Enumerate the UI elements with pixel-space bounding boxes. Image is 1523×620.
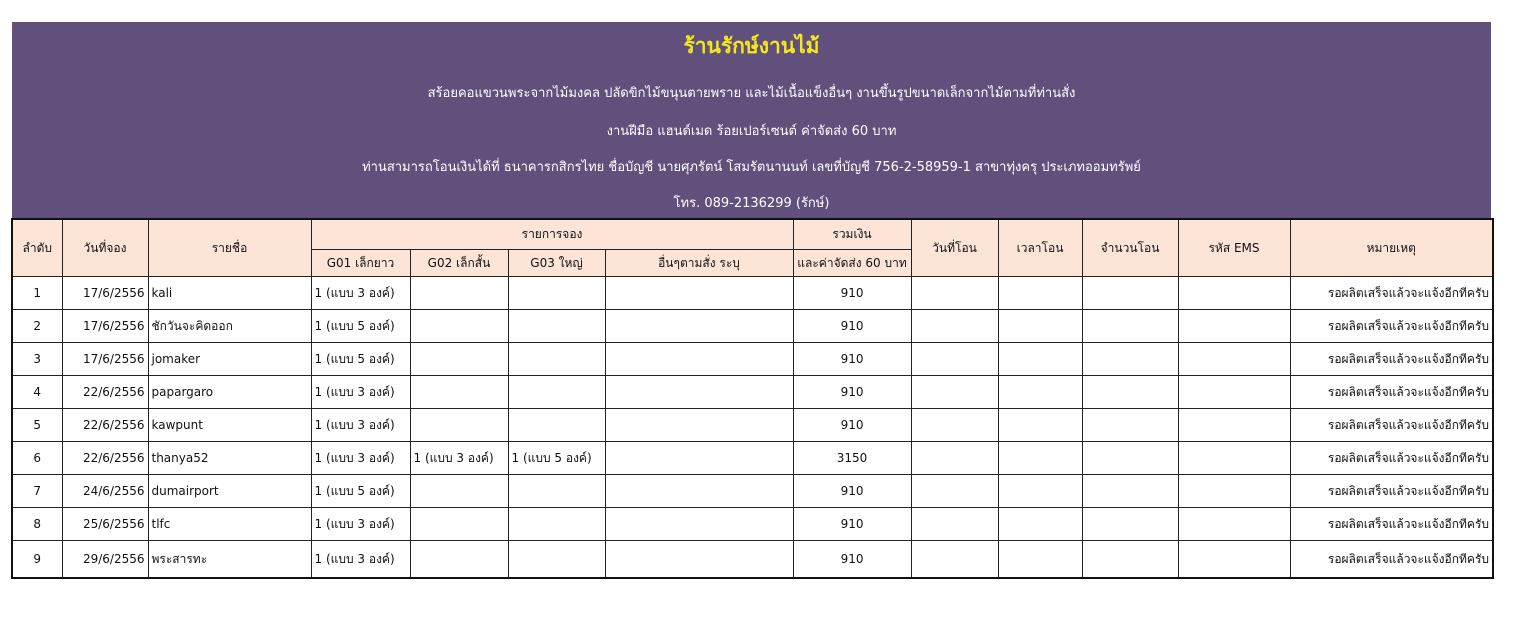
shop-banner bbox=[12, 22, 1491, 218]
cell-name: jomaker bbox=[148, 343, 311, 376]
header-name: รายชื่อ bbox=[148, 219, 311, 277]
cell-ems bbox=[1178, 508, 1290, 541]
cell-transfer-date bbox=[911, 376, 998, 409]
cell-other bbox=[605, 508, 793, 541]
cell-no: 4 bbox=[12, 376, 62, 409]
cell-g01: 1 (แบบ 3 องค์) bbox=[311, 442, 410, 475]
cell-ems bbox=[1178, 277, 1290, 310]
header-note: หมายเหตุ bbox=[1290, 219, 1493, 277]
cell-date: 17/6/2556 bbox=[62, 343, 148, 376]
cell-g01: 1 (แบบ 5 องค์) bbox=[311, 475, 410, 508]
cell-no: 8 bbox=[12, 508, 62, 541]
header-total-line2: และค่าจัดส่ง 60 บาท bbox=[793, 250, 911, 277]
cell-name: thanya52 bbox=[148, 442, 311, 475]
table-row bbox=[12, 310, 1493, 343]
cell-other bbox=[605, 376, 793, 409]
cell-transfer-time bbox=[998, 508, 1082, 541]
cell-note: รอผลิตเสร็จแล้วจะแจ้งอีกทีครับ bbox=[1290, 541, 1493, 579]
cell-total: 910 bbox=[793, 277, 911, 310]
cell-g01: 1 (แบบ 3 องค์) bbox=[311, 376, 410, 409]
header-g03: G03 ใหญ่ bbox=[508, 250, 605, 277]
cell-date: 17/6/2556 bbox=[62, 277, 148, 310]
cell-note: รอผลิตเสร็จแล้วจะแจ้งอีกทีครับ bbox=[1290, 475, 1493, 508]
cell-name: พระสารทะ bbox=[148, 541, 311, 579]
cell-ems bbox=[1178, 475, 1290, 508]
header-order-group: รายการจอง bbox=[311, 219, 793, 250]
orders-table bbox=[11, 218, 1494, 579]
table-row bbox=[12, 376, 1493, 409]
cell-note: รอผลิตเสร็จแล้วจะแจ้งอีกทีครับ bbox=[1290, 277, 1493, 310]
cell-transfer-amount bbox=[1082, 277, 1178, 310]
cell-total: 910 bbox=[793, 409, 911, 442]
cell-g01: 1 (แบบ 5 องค์) bbox=[311, 343, 410, 376]
cell-g03 bbox=[508, 508, 605, 541]
cell-name: papargaro bbox=[148, 376, 311, 409]
table-row bbox=[12, 409, 1493, 442]
cell-transfer-amount bbox=[1082, 409, 1178, 442]
cell-g03: 1 (แบบ 5 องค์) bbox=[508, 442, 605, 475]
cell-g03 bbox=[508, 376, 605, 409]
cell-transfer-time bbox=[998, 541, 1082, 579]
cell-no: 9 bbox=[12, 541, 62, 579]
cell-total: 910 bbox=[793, 310, 911, 343]
cell-g01: 1 (แบบ 5 องค์) bbox=[311, 310, 410, 343]
table-header bbox=[12, 219, 1493, 277]
header-g01: G01 เล็กยาว bbox=[311, 250, 410, 277]
cell-ems bbox=[1178, 310, 1290, 343]
cell-no: 6 bbox=[12, 442, 62, 475]
table-row bbox=[12, 277, 1493, 310]
cell-transfer-time bbox=[998, 409, 1082, 442]
cell-g02 bbox=[410, 376, 508, 409]
cell-transfer-amount bbox=[1082, 442, 1178, 475]
table-body bbox=[12, 277, 1493, 579]
cell-ems bbox=[1178, 343, 1290, 376]
cell-date: 29/6/2556 bbox=[62, 541, 148, 579]
cell-transfer-amount bbox=[1082, 343, 1178, 376]
cell-g02 bbox=[410, 541, 508, 579]
cell-other bbox=[605, 442, 793, 475]
cell-no: 1 bbox=[12, 277, 62, 310]
cell-total: 3150 bbox=[793, 442, 911, 475]
cell-transfer-date bbox=[911, 310, 998, 343]
shop-bank-info: ท่านสามารถโอนเงินได้ที่ ธนาคารกสิกรไทย ชื่อบัญชี นายศุภรัตน์ โสมรัตนานนท์ เลขที่บัญชี 756-2-58959-1 สาขาทุ่งครุ ประเภทออมทรัพย์ bbox=[362, 160, 1141, 175]
table-row bbox=[12, 442, 1493, 475]
cell-transfer-time bbox=[998, 442, 1082, 475]
cell-g03 bbox=[508, 541, 605, 579]
cell-other bbox=[605, 475, 793, 508]
cell-g01: 1 (แบบ 3 องค์) bbox=[311, 277, 410, 310]
cell-no: 5 bbox=[12, 409, 62, 442]
cell-g03 bbox=[508, 343, 605, 376]
cell-g03 bbox=[508, 475, 605, 508]
cell-no: 3 bbox=[12, 343, 62, 376]
cell-name: ชักวันจะคิดออก bbox=[148, 310, 311, 343]
cell-transfer-date bbox=[911, 508, 998, 541]
cell-name: dumairport bbox=[148, 475, 311, 508]
table-row bbox=[12, 508, 1493, 541]
table-row bbox=[12, 475, 1493, 508]
cell-name: tlfc bbox=[148, 508, 311, 541]
cell-transfer-date bbox=[911, 343, 998, 376]
shop-description: สร้อยคอแขวนพระจากไม้มงคล ปลัดขิกไม้ขนุนตายพราย และไม้เนื้อแข็งอื่นๆ งานขึ้นรูปขนาดเล็กจากไม้ตามที่ท่านสั่ง bbox=[427, 86, 1076, 101]
cell-note: รอผลิตเสร็จแล้วจะแจ้งอีกทีครับ bbox=[1290, 508, 1493, 541]
cell-other bbox=[605, 541, 793, 579]
cell-transfer-time bbox=[998, 376, 1082, 409]
cell-ems bbox=[1178, 442, 1290, 475]
header-transfer-amount: จำนวนโอน bbox=[1082, 219, 1178, 277]
table-row bbox=[12, 343, 1493, 376]
cell-g02 bbox=[410, 409, 508, 442]
header-other: อื่นๆตามสั่ง ระบุ bbox=[605, 250, 793, 277]
cell-date: 22/6/2556 bbox=[62, 376, 148, 409]
cell-transfer-date bbox=[911, 442, 998, 475]
cell-transfer-amount bbox=[1082, 310, 1178, 343]
cell-ems bbox=[1178, 541, 1290, 579]
cell-transfer-amount bbox=[1082, 376, 1178, 409]
cell-total: 910 bbox=[793, 508, 911, 541]
header-g02: G02 เล็กสั้น bbox=[410, 250, 508, 277]
cell-g02 bbox=[410, 475, 508, 508]
cell-transfer-amount bbox=[1082, 508, 1178, 541]
cell-no: 7 bbox=[12, 475, 62, 508]
cell-note: รอผลิตเสร็จแล้วจะแจ้งอีกทีครับ bbox=[1290, 310, 1493, 343]
cell-other bbox=[605, 277, 793, 310]
cell-name: kali bbox=[148, 277, 311, 310]
cell-transfer-date bbox=[911, 475, 998, 508]
cell-transfer-date bbox=[911, 409, 998, 442]
header-date: วันที่จอง bbox=[62, 219, 148, 277]
cell-g01: 1 (แบบ 3 องค์) bbox=[311, 508, 410, 541]
cell-total: 910 bbox=[793, 343, 911, 376]
cell-g02 bbox=[410, 508, 508, 541]
header-ems: รหัส EMS bbox=[1178, 219, 1290, 277]
cell-g02 bbox=[410, 343, 508, 376]
cell-other bbox=[605, 343, 793, 376]
cell-g03 bbox=[508, 310, 605, 343]
header-transfer-date: วันที่โอน bbox=[911, 219, 998, 277]
cell-g01: 1 (แบบ 3 องค์) bbox=[311, 409, 410, 442]
cell-note: รอผลิตเสร็จแล้วจะแจ้งอีกทีครับ bbox=[1290, 376, 1493, 409]
cell-g02 bbox=[410, 310, 508, 343]
shop-handmade-shipping: งานฝีมือ แฮนด์เมด ร้อยเปอร์เซนต์ ค่าจัดส่ง 60 บาท bbox=[606, 124, 897, 139]
cell-ems bbox=[1178, 376, 1290, 409]
header-transfer-time: เวลาโอน bbox=[998, 219, 1082, 277]
header-no: ลำดับ bbox=[12, 219, 62, 277]
cell-transfer-time bbox=[998, 310, 1082, 343]
cell-transfer-amount bbox=[1082, 541, 1178, 579]
cell-transfer-date bbox=[911, 277, 998, 310]
cell-total: 910 bbox=[793, 475, 911, 508]
cell-total: 910 bbox=[793, 376, 911, 409]
cell-date: 22/6/2556 bbox=[62, 442, 148, 475]
shop-phone: โทร. 089-2136299 (รักษ์) bbox=[673, 196, 830, 211]
cell-date: 17/6/2556 bbox=[62, 310, 148, 343]
cell-transfer-amount bbox=[1082, 475, 1178, 508]
cell-other bbox=[605, 409, 793, 442]
cell-transfer-date bbox=[911, 541, 998, 579]
cell-g02 bbox=[410, 277, 508, 310]
cell-note: รอผลิตเสร็จแล้วจะแจ้งอีกทีครับ bbox=[1290, 409, 1493, 442]
cell-note: รอผลิตเสร็จแล้วจะแจ้งอีกทีครับ bbox=[1290, 442, 1493, 475]
cell-other bbox=[605, 310, 793, 343]
cell-total: 910 bbox=[793, 541, 911, 579]
cell-g03 bbox=[508, 409, 605, 442]
cell-date: 24/6/2556 bbox=[62, 475, 148, 508]
cell-transfer-time bbox=[998, 277, 1082, 310]
cell-no: 2 bbox=[12, 310, 62, 343]
cell-date: 22/6/2556 bbox=[62, 409, 148, 442]
cell-transfer-time bbox=[998, 343, 1082, 376]
cell-ems bbox=[1178, 409, 1290, 442]
header-total-line1: รวมเงิน bbox=[793, 219, 911, 250]
cell-transfer-time bbox=[998, 475, 1082, 508]
cell-date: 25/6/2556 bbox=[62, 508, 148, 541]
shop-title: ร้านรักษ์งานไม้ bbox=[683, 34, 820, 58]
cell-g03 bbox=[508, 277, 605, 310]
cell-note: รอผลิตเสร็จแล้วจะแจ้งอีกทีครับ bbox=[1290, 343, 1493, 376]
cell-g02: 1 (แบบ 3 องค์) bbox=[410, 442, 508, 475]
table-row bbox=[12, 541, 1493, 579]
cell-name: kawpunt bbox=[148, 409, 311, 442]
cell-g01: 1 (แบบ 3 องค์) bbox=[311, 541, 410, 579]
